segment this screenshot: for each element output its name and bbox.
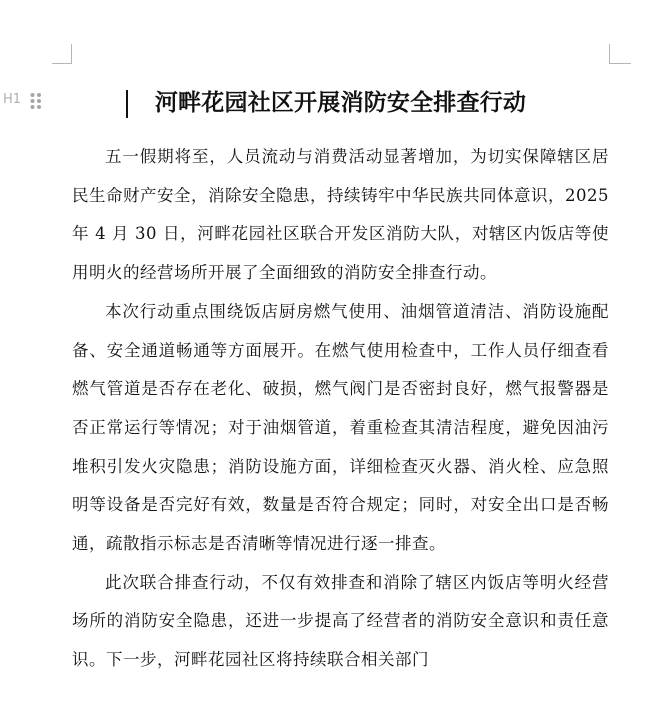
text-cursor	[126, 90, 128, 118]
crop-mark-top-left	[71, 44, 72, 64]
body-paragraph-2[interactable]: 本次行动重点围绕饭店厨房燃气使用、油烟管道清洁、消防设施配备、安全通道畅通等方面展开。在燃气使用检查中，工作人员仔细查看燃气管道是否存在老化、破损，燃气阀门是否密封良好，燃气报警器是否正常运行等情况；对于油烟管道，着重检查其清洁程度，避免因油污堆积引发火灾隐患；消防设施方面，详细检查灭火器、消火栓、应急照明等设备是否完好有效，数量是否符合规定；同时，对安全出口是否畅通，疏散指示标志是否清晰等情况进行逐一排查。	[72, 301, 609, 554]
crop-mark-top-right-horizontal	[609, 63, 631, 64]
document-body[interactable]	[72, 138, 609, 680]
crop-mark-top-left-horizontal	[52, 63, 72, 64]
body-paragraph-3[interactable]: 此次联合排查行动，不仅有效排查和消除了辖区内饭店等明火经营场所的消防安全隐患，还进一步提高了经营者的消防安全意识和责任意识。下一步，河畔花园社区将持续联合相关部门	[72, 572, 609, 670]
crop-mark-top-right	[609, 44, 610, 64]
document-title[interactable]: 河畔花园社区开展消防安全排查行动	[154, 89, 527, 116]
drag-handle-icon[interactable]	[29, 91, 43, 111]
body-paragraph-1[interactable]: 五一假期将至，人员流动与消费活动显著增加，为切实保障辖区居民生命财产安全，消除安全隐患，持续铸牢中华民族共同体意识，2025 年 4 月 30 日，河畔花园社区联合开发区消防大队，对辖区内饭店等使用明火的经营场所开展了全面细致的消防安全排查行动。	[72, 147, 609, 283]
heading-level-indicator: H1	[3, 92, 22, 107]
